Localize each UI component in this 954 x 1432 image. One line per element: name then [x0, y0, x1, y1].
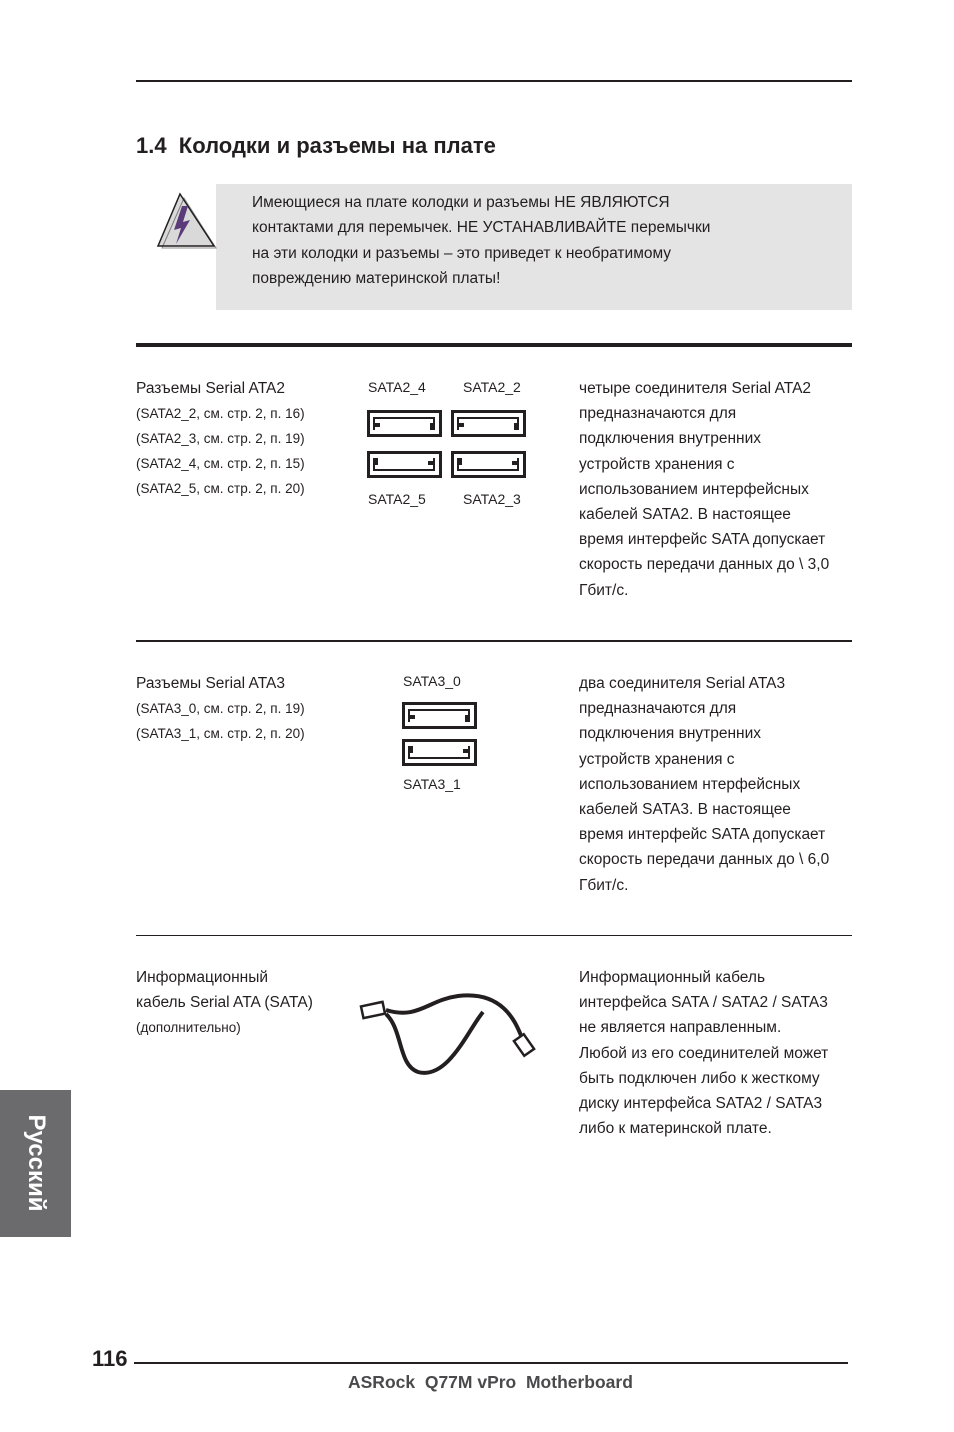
section-heading: 1.4 Колодки и разъемы на плате [136, 133, 496, 158]
description-line: Любой из его соединителей может [579, 1044, 829, 1062]
description-line: скорость передачи данных до \ 3,0 [579, 556, 830, 574]
sata3-ref: (SATA3_0, см. стр. 2, п. 19) [136, 701, 305, 716]
language-tab [0, 1090, 71, 1237]
sata3-ref: (SATA3_1, см. стр. 2, п. 20) [136, 726, 305, 741]
sata-cable-icon [358, 990, 548, 1080]
sata3-left-column [136, 671, 305, 746]
description-line: использованием нтерфейсных [579, 775, 801, 793]
section-divider [136, 640, 852, 642]
description-line: кабелей SATA3. В настоящее [579, 801, 791, 819]
description-line: время интерфейс SATA допускает [579, 826, 826, 844]
sata3-title: Разъемы Serial ATA3 [136, 675, 285, 692]
warning-line: на эти колодки и разъемы – это приведет к необратимому [252, 244, 672, 262]
section-divider [136, 935, 852, 936]
description-line: Гбит/с. [579, 876, 629, 894]
top-rule [136, 80, 852, 82]
description-line: использованием интерфейсных [579, 480, 809, 498]
description-line: скорость передачи данных до \ 6,0 [579, 851, 830, 869]
cable-optional-note: (дополнительно) [136, 1020, 241, 1035]
description-line: предназначаются для [579, 700, 737, 718]
cable-left-column [136, 965, 313, 1040]
sata2-3-label: SATA2_3 [463, 491, 521, 507]
sata2-2-label: SATA2_2 [463, 379, 521, 395]
warning-line: Имеющиеся на плате колодки и разъемы НЕ ЯВЛЯЮТСЯ [252, 194, 670, 211]
description-line: Гбит/с. [579, 581, 629, 599]
sata2-4-label: SATA2_4 [368, 379, 426, 395]
footer-rule [134, 1362, 848, 1364]
sata2-5-label: SATA2_5 [368, 491, 426, 507]
warning-triangle-lightning-icon [150, 190, 220, 252]
description-line: два соединителя Serial ATA3 [579, 675, 786, 692]
sata2-4-connector-icon [367, 410, 442, 437]
description-line: подключения внутренних [579, 725, 762, 743]
cable-title: кабель Serial ATA (SATA) [136, 994, 313, 1011]
description-line: устройств хранения с [579, 455, 735, 473]
cable-description [579, 965, 859, 1141]
description-line: либо к материнской плате. [579, 1120, 772, 1138]
warning-line: контактами для перемычек. НЕ УСТАНАВЛИВАЙТЕ перемычки [252, 219, 711, 237]
warning-line: повреждению материнской платы! [252, 269, 501, 287]
sata2-title: Разъемы Serial ATA2 [136, 380, 285, 397]
sata2-ref: (SATA2_5, см. стр. 2, п. 20) [136, 481, 305, 496]
description-line: не является направленным. [579, 1019, 782, 1037]
description-line: диску интерфейса SATA2 / SATA3 [579, 1095, 823, 1113]
sata3-0-label: SATA3_0 [403, 673, 461, 689]
sata2-2-connector-icon [451, 410, 526, 437]
warning-text [252, 190, 842, 291]
sata2-left-column [136, 376, 305, 501]
sata2-3-connector-icon [451, 451, 526, 478]
description-line: кабелей SATA2. В настоящее [579, 506, 791, 524]
sata2-ref: (SATA2_3, см. стр. 2, п. 19) [136, 431, 305, 446]
sata3-0-connector-icon [402, 702, 477, 729]
description-line: четыре соединителя Serial ATA2 [579, 380, 812, 397]
sata3-1-connector-icon [402, 739, 477, 766]
language-tab-label: Русский [23, 1114, 50, 1212]
description-line: время интерфейс SATA допускает [579, 531, 826, 549]
description-line: подключения внутренних [579, 430, 762, 448]
section-divider [136, 343, 852, 347]
cable-title: Информационный [136, 969, 269, 986]
sata2-description [579, 376, 859, 603]
page-number: 116 [92, 1346, 128, 1371]
sata2-ref: (SATA2_4, см. стр. 2, п. 15) [136, 456, 305, 471]
footer-product-name: ASRock Q77M vPro Motherboard [348, 1372, 633, 1392]
description-line: устройств хранения с [579, 750, 735, 768]
sata3-description [579, 671, 859, 898]
description-line: предназначаются для [579, 405, 737, 423]
sata2-ref: (SATA2_2, см. стр. 2, п. 16) [136, 406, 305, 421]
description-line: Информационный кабель [579, 969, 766, 986]
description-line: быть подключен либо к жесткому [579, 1069, 820, 1087]
description-line: интерфейса SATA / SATA2 / SATA3 [579, 994, 828, 1012]
sata2-5-connector-icon [367, 451, 442, 478]
sata3-1-label: SATA3_1 [403, 776, 461, 792]
